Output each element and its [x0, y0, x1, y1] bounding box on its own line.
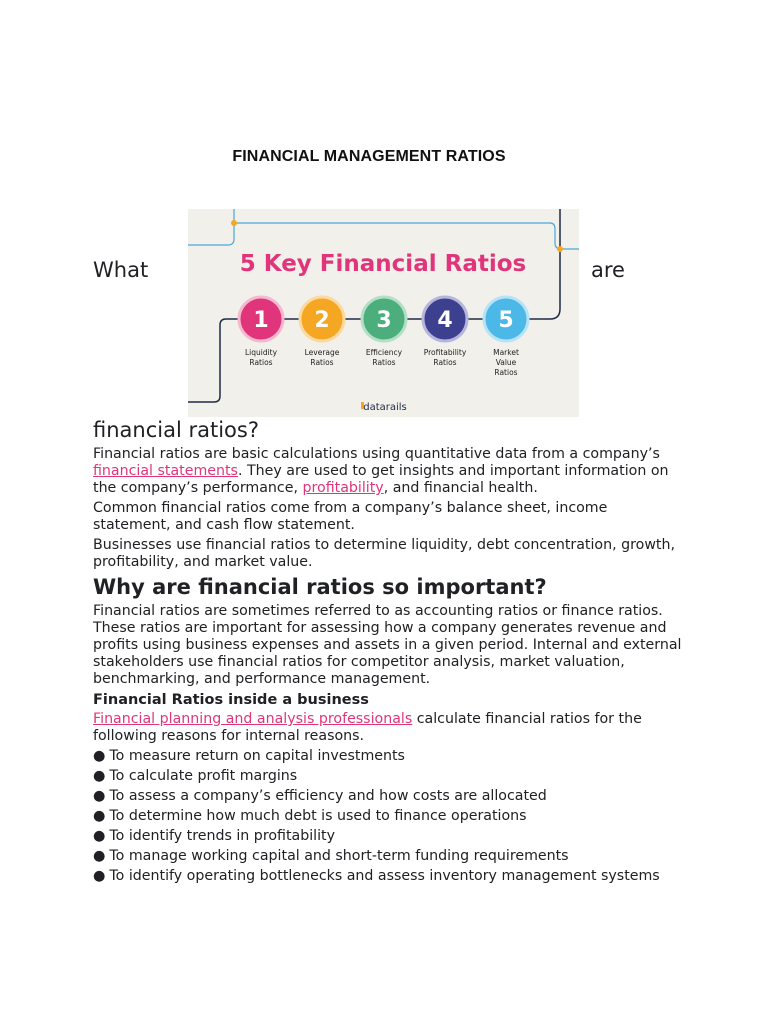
ratio-number-1: 1 — [253, 308, 269, 333]
list-item — [93, 868, 683, 885]
intro-text-a: Financial ratios are basic calculations using quantitative data from a company’s — [93, 446, 660, 462]
list-item-text: To measure return on capital investments — [109, 748, 405, 764]
bullet-icon: ● — [93, 848, 106, 864]
accent-line-top-right — [234, 223, 579, 249]
bullet-icon: ● — [93, 828, 106, 844]
reasons-list — [93, 748, 683, 885]
ratio-item-4 — [423, 297, 467, 367]
section-heading-inside: Financial Ratios inside a business — [93, 692, 369, 708]
infographic-title: 5 Key Financial Ratios — [239, 251, 527, 277]
dot-top-left — [231, 220, 237, 226]
dot-top-right — [557, 246, 563, 252]
intro-text-b: . They are used to get insights and important information on the company’s performance, — [93, 463, 669, 496]
page-title: FINANCIAL MANAGEMENT RATIOS — [232, 148, 506, 165]
list-item — [93, 848, 683, 865]
list-item — [93, 788, 683, 805]
link-fpa-professionals[interactable]: Financial planning and analysis professionals — [93, 711, 413, 727]
bullet-icon: ● — [93, 748, 106, 764]
list-item-text: To determine how much debt is used to finance operations — [109, 808, 527, 824]
ratio-number-2: 2 — [314, 308, 330, 333]
infographic-5-key-financial-ratios — [188, 209, 579, 417]
ratio-number-5: 5 — [498, 308, 514, 333]
list-item-text: To identify operating bottlenecks and assess inventory management systems — [109, 868, 660, 884]
ratio-label-2-line1: Leverage — [304, 348, 340, 357]
ratio-number-4: 4 — [437, 308, 453, 333]
list-item — [93, 808, 683, 825]
connector-line-left — [188, 319, 240, 402]
inside-text: calculate financial ratios for the following reasons for internal reasons. — [93, 711, 642, 744]
list-item-text: To manage working capital and short-term funding requirements — [109, 848, 569, 864]
accent-line-top-left — [188, 209, 234, 245]
why-paragraph: Financial ratios are sometimes referred to as accounting ratios or finance ratios. These ratios are important for assessing how a company generates revenue and profits using business expenses and assets in a given period. Internal and external stakeholders use financial ratios for competitor analysis, market valuation, benchmarking, and performance management. — [93, 603, 682, 687]
ratio-label-4-line1: Profitability — [423, 348, 467, 357]
list-item — [93, 768, 683, 785]
intro-paragraph-3: Businesses use financial ratios to determine liquidity, debt concentration, growth, profitability, and market value. — [93, 537, 675, 570]
bullet-icon: ● — [93, 808, 106, 824]
heading-line2: financial ratios? — [93, 418, 259, 442]
list-item-text: To calculate profit margins — [109, 768, 298, 784]
ratio-label-2-line2: Ratios — [310, 358, 334, 367]
ratio-label-5-line2: Value — [495, 358, 517, 367]
list-item — [93, 828, 683, 845]
connector-line-right — [528, 209, 560, 319]
bullet-icon: ● — [93, 868, 106, 884]
link-profitability[interactable]: profitability — [302, 480, 384, 496]
list-item-text: To assess a company’s efficiency and how costs are allocated — [109, 788, 547, 804]
ratio-item-3 — [362, 297, 406, 367]
section-heading-why: Why are financial ratios so important? — [93, 575, 547, 599]
heading-word-are: are — [591, 258, 625, 282]
ratio-label-5-line1: Market — [493, 348, 519, 357]
intro-text-c: , and financial health. — [383, 480, 538, 496]
bullet-icon: ● — [93, 788, 106, 804]
bullet-icon: ● — [93, 768, 106, 784]
list-item — [93, 748, 683, 765]
infographic-svg — [188, 209, 579, 417]
ratio-label-3-line1: Efficiency — [365, 348, 403, 357]
intro-paragraph-2: Common financial ratios come from a company’s balance sheet, income statement, and cash flow statement. — [93, 500, 608, 533]
link-financial-statements[interactable]: financial statements — [93, 463, 238, 479]
ratio-label-1-line2: Ratios — [249, 358, 273, 367]
ratio-label-1-line1: Liquidity — [244, 348, 278, 357]
ratio-label-5-line3: Ratios — [494, 368, 518, 377]
ratio-item-5 — [484, 297, 528, 377]
ratio-item-2 — [300, 297, 344, 367]
inside-paragraph — [93, 711, 683, 745]
heading-word-what: What — [93, 258, 149, 282]
document-body — [93, 446, 683, 888]
ratio-number-3: 3 — [376, 308, 392, 333]
datarails-logo — [361, 402, 407, 413]
ratio-label-4-line2: Ratios — [433, 358, 457, 367]
list-item-text: To identify trends in profitability — [109, 828, 336, 844]
ratio-label-3-line2: Ratios — [372, 358, 396, 367]
ratio-item-1 — [239, 297, 283, 367]
intro-paragraph-1 — [93, 446, 683, 497]
datarails-logo-text: datarails — [363, 402, 407, 413]
